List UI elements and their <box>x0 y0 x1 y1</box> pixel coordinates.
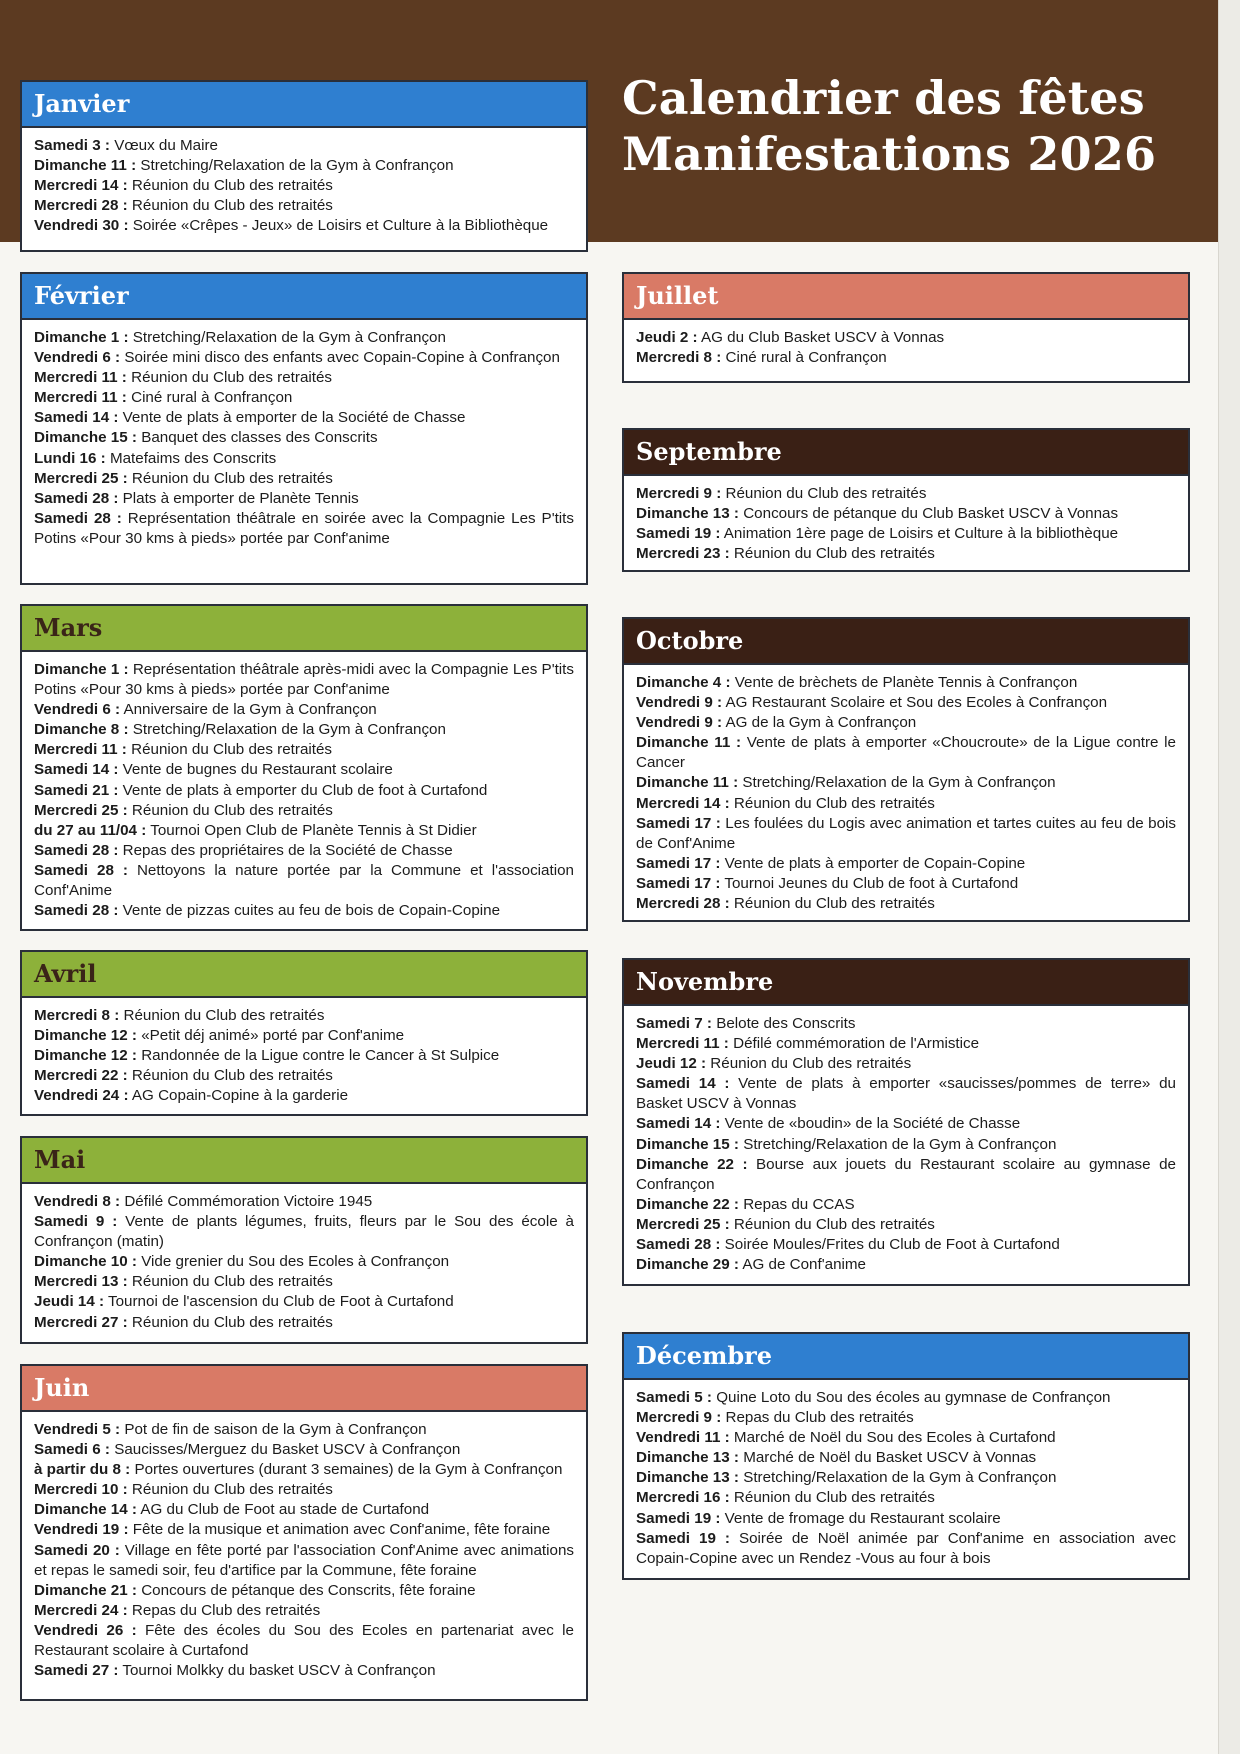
month-header: Février <box>22 274 586 320</box>
event-text: Fête des écoles du Sou des Ecoles en partenariat avec le Restaurant scolaire à Curtafond <box>34 1621 574 1660</box>
event-item <box>34 861 574 901</box>
month-events <box>22 320 586 555</box>
event-item <box>34 509 574 549</box>
event-day: Lundi 16 : <box>34 449 106 467</box>
month-header: Décembre <box>624 1334 1188 1380</box>
event-day: Samedi 28 : <box>34 841 119 859</box>
event-day: Vendredi 30 : <box>34 217 129 235</box>
event-text: Bourse aux jouets du Restaurant scolaire au gymnase de Confrançon <box>636 1155 1176 1193</box>
event-day: Dimanche 12 : <box>34 1047 137 1065</box>
month-events <box>624 665 1188 920</box>
event-text: Stretching/Relaxation de la Gym à Confrançon <box>128 721 446 739</box>
event-text: Réunion du Club des retraités <box>127 1313 333 1331</box>
event-day: Dimanche 11 : <box>34 157 137 175</box>
month-events <box>22 998 586 1112</box>
event-day: Dimanche 13 : <box>636 1449 739 1467</box>
month-events <box>624 1006 1188 1281</box>
event-text: Quine Loto du Sou des écoles au gymnase de Confrançon <box>711 1389 1111 1406</box>
event-day: Samedi 14 : <box>34 761 119 779</box>
event-day: Samedi 19 : <box>636 1529 730 1547</box>
event-text: Réunion du Club des retraités <box>127 1067 333 1085</box>
event-day: Vendredi 6 : <box>34 701 121 719</box>
event-day: Dimanche 1 : <box>34 329 129 346</box>
event-day: Mercredi 8 : <box>636 349 722 367</box>
event-day: Samedi 17 : <box>636 854 721 872</box>
event-day: Mercredi 22 : <box>34 1067 128 1085</box>
event-item <box>636 1195 1176 1215</box>
event-text: Vide grenier du Sou des Ecoles à Confrançon <box>136 1253 450 1271</box>
event-day: Samedi 28 : <box>34 509 122 527</box>
event-day: Dimanche 15 : <box>636 1135 739 1153</box>
event-text: Réunion du Club des retraités <box>126 741 333 759</box>
event-text: Réunion du Club des retraités <box>729 794 935 812</box>
event-item <box>34 1252 574 1272</box>
event-day: Mercredi 10 : <box>34 1481 128 1499</box>
month-juillet <box>622 272 1190 383</box>
event-day: Samedi 19 : <box>636 1509 721 1527</box>
event-text: Ciné rural à Confrançon <box>126 389 293 407</box>
event-item <box>636 773 1176 793</box>
event-text: Tournoi Jeunes du Club de foot à Curtafond <box>720 874 1019 892</box>
event-text: Vente de «boudin» de la Société de Chasse <box>720 1115 1021 1133</box>
event-text: Repas du CCAS <box>738 1195 855 1213</box>
event-item <box>34 801 574 821</box>
event-item <box>34 1520 574 1540</box>
event-day: Dimanche 29 : <box>636 1256 739 1274</box>
event-text: Vente de plats à emporter du Club de foot à Curtafond <box>118 781 488 799</box>
month-events <box>22 1184 586 1339</box>
event-day: Samedi 27 : <box>34 1662 119 1680</box>
event-text: Réunion du Club des retraités <box>127 177 333 195</box>
event-item <box>34 1046 574 1066</box>
month-header: Juillet <box>624 274 1188 320</box>
event-day: Mercredi 25 : <box>34 801 128 819</box>
event-text: Défilé commémoration de l'Armistice <box>728 1035 980 1053</box>
event-item <box>34 1292 574 1312</box>
page-title-line-1: Calendrier des fêtes <box>622 71 1145 125</box>
event-item <box>34 1480 574 1500</box>
event-item <box>34 1541 574 1581</box>
event-day: Dimanche 11 : <box>636 774 739 792</box>
event-text: Réunion du Club des retraités <box>126 369 333 387</box>
event-day: Dimanche 14 : <box>34 1501 137 1519</box>
month-septembre <box>622 428 1190 572</box>
event-item <box>636 1135 1176 1155</box>
event-item <box>636 1408 1176 1428</box>
event-item <box>34 428 574 448</box>
event-item <box>636 1448 1176 1468</box>
event-text: Tournoi Molkky du basket USCV à Confrançon <box>118 1662 436 1680</box>
event-text: Vente de plats à emporter «Choucroute» de la Ligue contre le Cancer <box>636 734 1176 772</box>
event-day: du 27 au 11/04 : <box>34 821 147 839</box>
event-item <box>34 1313 574 1333</box>
event-day: Samedi 14 : <box>34 409 119 427</box>
event-text: Anniversaire de la Gym à Confrançon <box>120 701 377 719</box>
event-text: Matefaims des Conscrits <box>105 449 277 467</box>
event-day: Dimanche 11 : <box>636 734 742 752</box>
month-header: Janvier <box>22 82 586 128</box>
event-day: Dimanche 21 : <box>34 1581 137 1599</box>
event-day: Dimanche 22 : <box>636 1155 748 1173</box>
event-day: Mercredi 28 : <box>636 895 730 913</box>
event-item <box>34 408 574 428</box>
event-item <box>34 156 574 176</box>
event-text: Vente de bugnes du Restaurant scolaire <box>118 761 393 779</box>
event-text: Tournoi Open Club de Planète Tennis à St Didier <box>146 821 477 839</box>
event-text: Représentation théâtrale en soirée avec la Compagnie Les P'tits Potins «Pour 30 kms à pieds» portée par Conf'anime <box>34 509 574 547</box>
event-text: Réunion du Club des retraités <box>127 801 333 819</box>
month-header: Mars <box>22 606 586 652</box>
event-item <box>34 388 574 408</box>
event-item <box>34 348 574 368</box>
event-item <box>34 136 574 156</box>
event-text: Réunion du Club des retraités <box>729 895 935 913</box>
event-item <box>34 1086 574 1106</box>
event-day: Samedi 5 : <box>636 1389 712 1406</box>
event-item <box>636 1014 1176 1034</box>
event-day: Mercredi 11 : <box>636 1035 729 1053</box>
event-day: Dimanche 15 : <box>34 429 137 447</box>
event-day: Mercredi 24 : <box>34 1601 128 1619</box>
event-item <box>636 1034 1176 1054</box>
event-item <box>34 1006 574 1026</box>
event-text: Soirée mini disco des enfants avec Copain-Copine à Confrançon <box>120 349 560 367</box>
event-day: Samedi 28 : <box>34 489 119 507</box>
month-juin <box>20 1364 588 1701</box>
event-text: Animation 1ère page de Loisirs et Culture à la bibliothèque <box>720 525 1119 543</box>
event-day: Mercredi 8 : <box>34 1007 120 1024</box>
month-avril <box>20 950 588 1116</box>
event-item <box>34 489 574 509</box>
event-text: Belote des Conscrits <box>711 1015 856 1032</box>
event-day: Samedi 17 : <box>636 874 721 892</box>
event-text: Stretching/Relaxation de la Gym à Confrançon <box>136 157 454 175</box>
event-day: Vendredi 8 : <box>34 1193 121 1210</box>
event-day: Samedi 21 : <box>34 781 119 799</box>
event-item <box>636 1215 1176 1235</box>
month-header: Octobre <box>624 619 1188 665</box>
event-text: Ciné rural à Confrançon <box>721 349 887 367</box>
page-title <box>622 70 1212 182</box>
event-day: Samedi 3 : <box>34 137 110 154</box>
event-day: Dimanche 10 : <box>34 1253 137 1271</box>
event-day: Samedi 28 : <box>34 861 128 879</box>
event-text: Réunion du Club des retraités <box>729 1489 935 1507</box>
event-day: Dimanche 1 : <box>34 661 129 678</box>
event-item <box>636 1235 1176 1255</box>
month-events <box>624 1380 1188 1575</box>
month-header: Avril <box>22 952 586 998</box>
event-item <box>34 1661 574 1681</box>
event-day: à partir du 8 : <box>34 1461 131 1479</box>
event-text: Concours de pétanque des Conscrits, fête foraine <box>136 1581 476 1599</box>
event-day: Mercredi 28 : <box>34 197 128 215</box>
event-day: Dimanche 13 : <box>636 505 739 523</box>
event-text: Réunion du Club des retraités <box>119 1007 325 1024</box>
event-text: Vente de plats à emporter «saucisses/pommes de terre» du Basket USCV à Vonnas <box>636 1075 1176 1113</box>
event-item <box>34 368 574 388</box>
event-text: AG du Club Basket USCV à Vonnas <box>697 329 945 346</box>
event-text: Vœux du Maire <box>109 137 219 154</box>
event-text: AG de Conf'anime <box>738 1256 866 1274</box>
event-day: Samedi 6 : <box>34 1441 110 1459</box>
event-text: Vente de brèchets de Planète Tennis à Confrançon <box>730 674 1078 691</box>
event-day: Vendredi 11 : <box>636 1429 730 1447</box>
event-text: Soirée «Crêpes - Jeux» de Loisirs et Culture à la Bibliothèque <box>128 217 549 235</box>
event-text: Repas du Club des retraités <box>721 1409 914 1427</box>
event-day: Mercredi 9 : <box>636 1409 722 1427</box>
page-edge <box>1218 0 1240 1754</box>
event-day: Jeudi 12 : <box>636 1055 707 1073</box>
event-day: Mercredi 11 : <box>34 741 127 759</box>
event-day: Mercredi 13 : <box>34 1273 128 1291</box>
month-mai <box>20 1136 588 1344</box>
event-day: Mercredi 11 : <box>34 369 127 387</box>
event-text: Réunion du Club des retraités <box>729 545 935 563</box>
month-novembre <box>622 958 1190 1286</box>
event-text: Stretching/Relaxation de la Gym à Confrançon <box>128 329 446 346</box>
event-day: Samedi 28 : <box>636 1236 721 1254</box>
event-day: Samedi 17 : <box>636 814 721 832</box>
event-item <box>34 1212 574 1252</box>
month-header: Septembre <box>624 430 1188 476</box>
event-day: Vendredi 24 : <box>34 1087 129 1105</box>
event-text: Soirée Moules/Frites du Club de Foot à Curtafond <box>720 1236 1060 1254</box>
event-text: Portes ouvertures (durant 3 semaines) de la Gym à Confrançon <box>130 1461 563 1479</box>
event-day: Dimanche 13 : <box>636 1469 739 1487</box>
event-text: Stretching/Relaxation de la Gym à Confrançon <box>738 774 1056 792</box>
event-day: Mercredi 25 : <box>34 469 128 487</box>
event-day: Samedi 7 : <box>636 1015 712 1032</box>
event-item <box>34 1420 574 1440</box>
event-day: Dimanche 12 : <box>34 1027 137 1045</box>
event-item <box>636 693 1176 713</box>
event-item <box>34 1500 574 1520</box>
event-day: Mercredi 16 : <box>636 1489 730 1507</box>
month-header: Novembre <box>624 960 1188 1006</box>
event-item <box>34 901 574 921</box>
event-text: «Petit déj animé» porté par Conf'anime <box>136 1027 405 1045</box>
event-item <box>34 781 574 801</box>
event-item <box>636 673 1176 693</box>
event-day: Vendredi 9 : <box>636 714 723 732</box>
event-text: Réunion du Club des retraités <box>721 485 927 502</box>
event-day: Dimanche 4 : <box>636 674 731 691</box>
event-day: Samedi 14 : <box>636 1075 730 1093</box>
event-item <box>636 348 1176 368</box>
event-day: Mercredi 23 : <box>636 545 730 563</box>
event-day: Mercredi 9 : <box>636 485 722 502</box>
event-item <box>34 469 574 489</box>
event-item <box>636 814 1176 854</box>
event-item <box>34 1192 574 1212</box>
event-text: Réunion du Club des retraités <box>127 197 333 215</box>
event-day: Vendredi 19 : <box>34 1521 129 1539</box>
month-decembre <box>622 1332 1190 1580</box>
event-item <box>34 1066 574 1086</box>
event-text: Vente de plats à emporter de la Société de Chasse <box>118 409 466 427</box>
event-item <box>636 524 1176 544</box>
event-text: Vente de pizzas cuites au feu de bois de Copain-Copine <box>118 902 501 920</box>
event-text: Représentation théâtrale après-midi avec la Compagnie Les P'tits Potins «Pour 30 kms à pieds» portée par Conf'anime <box>34 661 574 699</box>
event-day: Samedi 9 : <box>34 1213 118 1231</box>
event-item <box>34 841 574 861</box>
event-item <box>34 196 574 216</box>
event-text: Tournoi de l'ascension du Club de Foot à Curtafond <box>104 1293 454 1311</box>
event-item <box>34 176 574 196</box>
event-text: Randonnée de la Ligue contre le Cancer à St Sulpice <box>136 1047 500 1065</box>
page-title-line-2: Manifestations 2026 <box>622 127 1157 181</box>
event-text: Pot de fin de saison de la Gym à Confrançon <box>120 1421 427 1438</box>
event-item <box>636 733 1176 773</box>
month-events <box>624 320 1188 374</box>
event-text: Vente de plats à emporter de Copain-Copine <box>720 854 1026 872</box>
event-text: Marché de Noël du Sou des Ecoles à Curtafond <box>729 1429 1056 1447</box>
event-item <box>34 1621 574 1661</box>
event-text: Défilé Commémoration Victoire 1945 <box>120 1193 373 1210</box>
event-item <box>34 1272 574 1292</box>
event-item <box>34 328 574 348</box>
event-item <box>34 720 574 740</box>
event-item <box>34 700 574 720</box>
event-day: Vendredi 9 : <box>636 694 723 712</box>
event-item <box>34 1460 574 1480</box>
event-day: Samedi 28 : <box>34 902 119 920</box>
event-item <box>636 854 1176 874</box>
event-item <box>636 328 1176 348</box>
event-text: Village en fête porté par l'association Conf'Anime avec animations et repas le samedi soir, feu d'artifice par la Commune, fête foraine <box>34 1541 574 1579</box>
event-item <box>34 1581 574 1601</box>
event-item <box>636 1529 1176 1569</box>
event-item <box>636 1388 1176 1408</box>
event-item <box>636 713 1176 733</box>
event-text: Nettoyons la nature portée par la Commune et l'association Conf'Anime <box>34 861 574 900</box>
month-janvier <box>20 80 588 252</box>
event-item <box>636 1488 1176 1508</box>
month-mars <box>20 604 588 931</box>
event-item <box>34 760 574 780</box>
event-text: Saucisses/Merguez du Basket USCV à Confrançon <box>109 1441 461 1459</box>
event-item <box>34 740 574 760</box>
event-day: Dimanche 22 : <box>636 1195 739 1213</box>
event-day: Vendredi 5 : <box>34 1421 121 1438</box>
event-item <box>34 1440 574 1460</box>
event-day: Samedi 14 : <box>636 1115 721 1133</box>
month-header: Mai <box>22 1138 586 1184</box>
event-day: Vendredi 26 : <box>34 1621 137 1639</box>
event-day: Samedi 19 : <box>636 525 721 543</box>
event-text: Marché de Noël du Basket USCV à Vonnas <box>738 1449 1037 1467</box>
event-text: Repas des propriétaires de la Société de Chasse <box>118 841 453 859</box>
event-text: Vente de fromage du Restaurant scolaire <box>720 1509 1001 1527</box>
event-item <box>636 1509 1176 1529</box>
event-text: Réunion du Club des retraités <box>706 1055 912 1073</box>
event-item <box>636 1468 1176 1488</box>
month-events <box>22 652 586 927</box>
event-text: Vente de plants légumes, fruits, fleurs par le Sou des école à Confrançon (matin) <box>34 1213 574 1251</box>
event-text: Plats à emporter de Planète Tennis <box>118 489 359 507</box>
event-item <box>34 1026 574 1046</box>
event-text: AG Restaurant Scolaire et Sou des Ecoles à Confrançon <box>722 694 1108 712</box>
month-header: Juin <box>22 1366 586 1412</box>
event-day: Mercredi 14 : <box>636 794 730 812</box>
event-item <box>636 504 1176 524</box>
event-item <box>636 484 1176 504</box>
event-day: Mercredi 14 : <box>34 177 128 195</box>
event-day: Mercredi 11 : <box>34 389 127 407</box>
event-day: Jeudi 14 : <box>34 1293 105 1311</box>
event-day: Jeudi 2 : <box>636 329 698 346</box>
event-item <box>636 894 1176 914</box>
event-item <box>636 874 1176 894</box>
event-text: Banquet des classes des Conscrits <box>136 429 378 447</box>
event-text: Stretching/Relaxation de la Gym à Confrançon <box>738 1135 1057 1153</box>
event-text: AG du Club de Foot au stade de Curtafond <box>136 1501 430 1519</box>
event-text: Réunion du Club des retraités <box>127 469 333 487</box>
event-day: Mercredi 27 : <box>34 1313 128 1331</box>
event-item <box>636 544 1176 564</box>
event-item <box>636 1114 1176 1134</box>
event-text: Réunion du Club des retraités <box>127 1273 333 1291</box>
event-text: Stretching/Relaxation de la Gym à Confrançon <box>738 1469 1057 1487</box>
month-events <box>22 128 586 242</box>
event-day: Samedi 20 : <box>34 1541 120 1559</box>
event-text: AG de la Gym à Confrançon <box>722 714 917 732</box>
event-day: Vendredi 6 : <box>34 349 121 367</box>
event-text: Réunion du Club des retraités <box>127 1481 333 1499</box>
event-text: Fête de la musique et animation avec Conf'anime, fête foraine <box>128 1521 551 1539</box>
event-text: Réunion du Club des retraités <box>729 1215 935 1233</box>
event-item <box>636 1428 1176 1448</box>
event-item <box>636 794 1176 814</box>
month-octobre <box>622 617 1190 922</box>
month-fevrier <box>20 272 588 585</box>
event-item <box>636 1074 1176 1114</box>
event-text: Repas du Club des retraités <box>127 1601 321 1619</box>
event-item <box>34 821 574 841</box>
event-item <box>636 1155 1176 1195</box>
event-item <box>34 216 574 236</box>
event-item <box>636 1054 1176 1074</box>
event-day: Mercredi 25 : <box>636 1215 730 1233</box>
event-text: Soirée de Noël animée par Conf'anime en association avec Copain-Copine avec un Rendez -Vous au four à bois <box>636 1529 1176 1567</box>
event-item <box>636 1255 1176 1275</box>
event-day: Dimanche 8 : <box>34 721 129 739</box>
event-text: AG Copain-Copine à la garderie <box>128 1087 349 1105</box>
event-text: Les foulées du Logis avec animation et tartes cuites au feu de bois de Conf'Anime <box>636 814 1176 852</box>
event-item <box>34 660 574 700</box>
month-events <box>22 1412 586 1687</box>
event-item <box>34 1601 574 1621</box>
event-text: Concours de pétanque du Club Basket USCV à Vonnas <box>738 505 1119 523</box>
month-events <box>624 476 1188 570</box>
event-item <box>34 449 574 469</box>
